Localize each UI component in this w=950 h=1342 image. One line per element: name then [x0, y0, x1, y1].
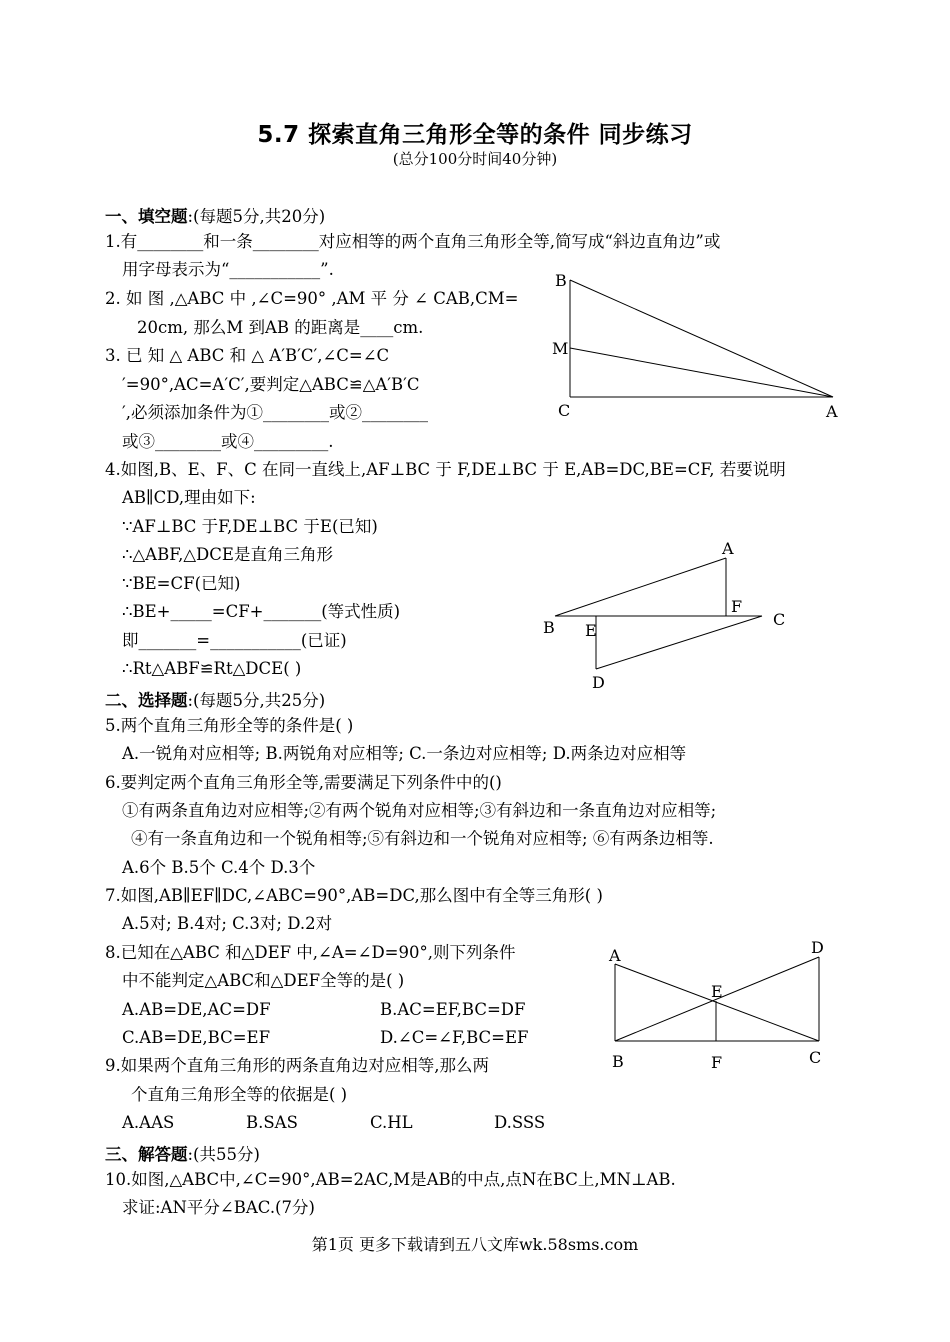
q1-line2: 用字母表示为“___________”.: [122, 260, 334, 279]
page-title: 5.7 探索直角三角形全等的条件 同步练习: [257, 122, 693, 148]
fig2-label-f: F: [731, 597, 743, 616]
q3-line2: ′=90°,AC=A′C′,要判定△ABC≌△A′B′C: [122, 375, 420, 394]
q3-line1: 3. 已 知 △ ABC 和 △ A′B′C′,∠C=∠C: [105, 346, 390, 365]
q9-line2: 个直角三角形全等的依据是( ): [131, 1085, 348, 1104]
q2-line2: 20cm, 那么M 到AB 的距离是____cm.: [137, 318, 424, 337]
q4-line8: ∴Rt△ABF≌Rt△DCE( ): [122, 659, 302, 678]
q6-options: A.6个 B.5个 C.4个 D.3个: [122, 858, 316, 877]
fig3-label-b: B: [612, 1052, 624, 1071]
section-heading-3-note: :(共55分): [187, 1145, 260, 1164]
q8-option-b: B.AC=EF,BC=DF: [380, 1000, 526, 1019]
figure-ab-ef-dc: [600, 935, 840, 1075]
q10-line1: 10.如图,△ABC中,∠C=90°,AB=2AC,M是AB的中点,点N在BC上,MN⊥AB.: [105, 1170, 676, 1189]
q3-line4: 或③________或④_________.: [122, 432, 334, 451]
q4-line5: ∵BE=CF(已知): [122, 574, 241, 593]
section-heading-2-title: 二、选择题: [105, 691, 188, 710]
q6-conditions-1: ①有两条直角边对应相等;②有两个锐角对应相等;③有斜边和一条直角边对应相等;: [122, 801, 717, 820]
figure-bef-c: [535, 535, 795, 695]
section-heading-1-note: :(每题5分,共20分): [187, 207, 326, 226]
page-subtitle: (总分100分时间40分钟): [392, 150, 558, 168]
fig1-label-b: B: [555, 271, 567, 290]
fig1-label-a: A: [826, 402, 838, 421]
q5-options: A.一锐角对应相等; B.两锐角对应相等; C.一条边对应相等; D.两条边对应相等: [122, 744, 687, 763]
fig2-label-c: C: [773, 610, 786, 629]
section-heading-2-note: :(每题5分,共25分): [187, 691, 326, 710]
fig1-label-m: M: [552, 339, 569, 358]
q3-line3: ′,必须添加条件为①________或②________: [122, 403, 428, 422]
fig3-label-d: D: [811, 938, 824, 957]
fig1-label-c: C: [558, 401, 571, 420]
figure-triangle-abc-m: [545, 266, 845, 426]
q8-line2: 中不能判定△ABC和△DEF全等的是( ): [122, 971, 405, 990]
q5-stem: 5.两个直角三角形全等的条件是( ): [105, 716, 354, 735]
q9-option-c: C.HL: [370, 1113, 413, 1132]
q7-options: A.5对; B.4对; C.3对; D.2对: [122, 914, 333, 933]
q4-line1: 4.如图,B、E、F、C 在同一直线上,AF⊥BC 于 F,DE⊥BC 于 E,AB=DC,BE=CF, 若要说明: [105, 460, 786, 479]
q6-stem: 6.要判定两个直角三角形全等,需要满足下列条件中的(): [105, 773, 502, 792]
q10-line2: 求证:AN平分∠BAC.(7分): [122, 1198, 315, 1217]
q8-option-d: D.∠C=∠F,BC=EF: [380, 1028, 529, 1047]
q9-option-d: D.SSS: [494, 1113, 546, 1132]
fig3-label-f: F: [711, 1053, 723, 1072]
fig3-label-c: C: [809, 1048, 822, 1067]
q4-line7: 即_______=___________(已证): [122, 631, 347, 650]
q2-line1: 2. 如 图 ,△ABC 中 ,∠C=90° ,AM 平 分 ∠ CAB,CM=: [105, 289, 519, 308]
fig3-label-e: E: [711, 982, 723, 1001]
q4-line3: ∵AF⊥BC 于F,DE⊥BC 于E(已知): [122, 517, 378, 536]
section-heading-2: [105, 687, 325, 711]
q7-stem: 7.如图,AB∥EF∥DC,∠ABC=90°,AB=DC,那么图中有全等三角形( ): [105, 886, 603, 905]
q4-line4: ∴△ABF,△DCE是直角三角形: [122, 545, 333, 564]
fig2-label-a: A: [722, 539, 734, 558]
q9-option-b: B.SAS: [246, 1113, 298, 1132]
q8-option-c: C.AB=DE,BC=EF: [122, 1028, 271, 1047]
q9-line1: 9.如果两个直角三角形的两条直角边对应相等,那么两: [105, 1056, 489, 1075]
q8-line1: 8.已知在△ABC 和△DEF 中,∠A=∠D=90°,则下列条件: [105, 943, 516, 962]
fig2-label-b: B: [543, 618, 555, 637]
section-heading-3: [105, 1141, 260, 1165]
fig3-label-a: A: [609, 946, 621, 965]
section-heading-1-title: 一、填空题: [105, 207, 188, 226]
q8-option-a: A.AB=DE,AC=DF: [122, 1000, 271, 1019]
q9-option-a: A.AAS: [122, 1113, 175, 1132]
q4-line6: ∴BE+_____=CF+_______(等式性质): [122, 602, 401, 621]
fig2-label-d: D: [592, 673, 605, 692]
q4-line2: AB∥CD,理由如下:: [122, 488, 256, 507]
q1-line1: 1.有________和一条________对应相等的两个直角三角形全等,简写成“斜边直角边”或: [105, 232, 721, 251]
section-heading-3-title: 三、解答题: [105, 1145, 188, 1164]
page-footer: 第1页 更多下载请到五八文库wk.58sms.com: [311, 1235, 639, 1254]
q6-conditions-2: ④有一条直角边和一个锐角相等;⑤有斜边和一个锐角对应相等; ⑥有两条边相等.: [131, 829, 714, 848]
fig2-label-e: E: [585, 621, 597, 640]
section-heading-1: [105, 203, 325, 227]
